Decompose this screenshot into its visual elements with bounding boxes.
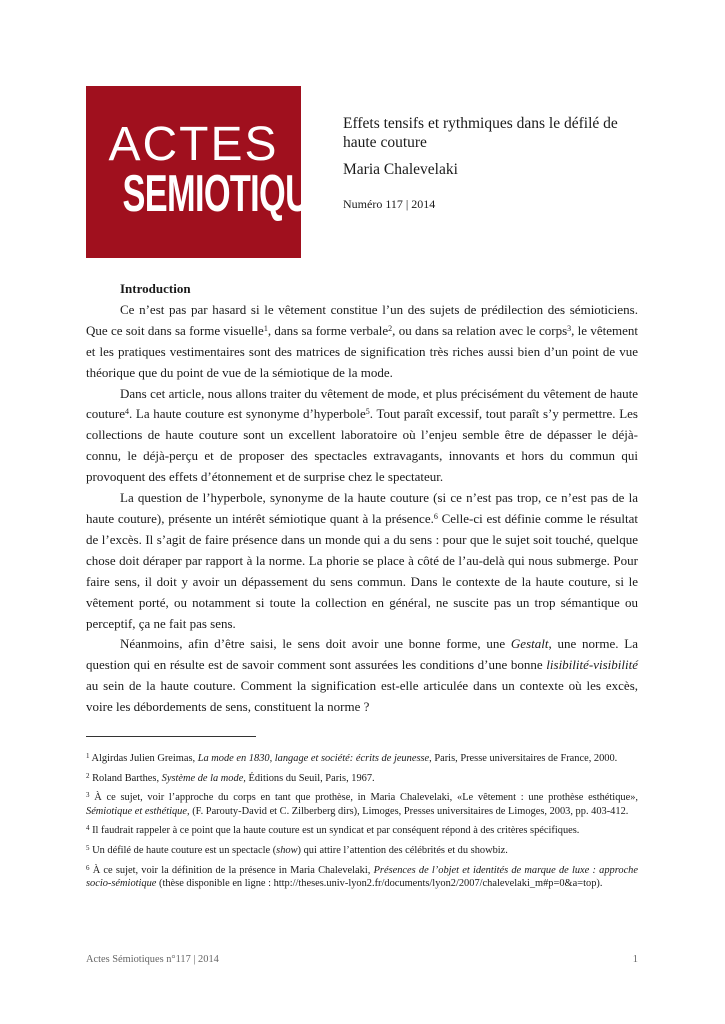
- footnote-number: 1: [86, 752, 90, 760]
- footnote-number: 2: [86, 771, 90, 780]
- journal-logo: [86, 86, 354, 258]
- text: (F. Parouty-David et C. Zilberberg dirs), Limoges, Presses universitaires de Limoges, 2003, pp. 403-412.: [189, 805, 629, 817]
- footnote-number: 4: [86, 824, 90, 833]
- text: , Paris, Presse universitaires de France, 2000.: [429, 753, 618, 764]
- text: La question de l’hyperbole, synonyme de la haute couture (si ce n’est pas trop, ce n’est pas de la haute couture), présente un intérêt sémiotique quant à la présence.: [86, 490, 638, 526]
- text: Dans cet article, nous allons traiter du vêtement de mode, et plus précisément du vêtement de haute couture: [86, 385, 638, 422]
- book-title: Système de la mode,: [161, 772, 246, 784]
- book-title: Sémiotique et esthétique,: [86, 805, 190, 817]
- text: À ce sujet, voir l’approche du corps en tant que prothèse, in Maria Chalevelaki, «Le vêtement : une prothèse esthétique»,: [89, 792, 638, 804]
- text: Algirdas Julien Greimas,: [89, 753, 198, 764]
- term-gestalt: Gestalt: [510, 636, 549, 652]
- paragraph-3: [86, 488, 638, 634]
- article-header: [343, 114, 643, 212]
- text: , ou dans sa relation avec le corps: [392, 322, 568, 338]
- footnote-ref-6[interactable]: 6: [433, 511, 438, 521]
- term-lisibilite: lisibilité-visibilité: [546, 657, 638, 673]
- text: Celle-ci est définie comme le résultat de l’excès. Il s’agit de faire présence dans un monde qui a du sens : pour que le sujet soit touché, quelque chose doit déraper par rapport à la norme. La phorie se place à côté de l’au-delà qui nous submerge. Pour faire sens, il doit y avoir un dépassement du sens commun. Dans le contexte de la haute couture, si le vêtement porté, ou notamment si toute la collection en général, ne suscite pas un trop sémantique ou perceptif, ça ne fait pas sens.: [86, 510, 638, 631]
- footnote-ref-1[interactable]: 1: [263, 323, 268, 333]
- text: Éditions du Seuil, Paris, 1967.: [245, 772, 375, 784]
- footnote-2: [86, 772, 638, 786]
- footnote-ref-4[interactable]: 4: [124, 407, 129, 417]
- footnote-4: [86, 824, 638, 838]
- paragraph-1: [86, 300, 638, 384]
- text: , dans sa forme verbale: [267, 322, 389, 338]
- text: ) qui attire l’attention des célébrités et du showbiz.: [297, 844, 508, 856]
- text: Il faudrait rappeler à ce point que la haute couture est un syndicat et par conséquent répond à des critères spécifiques.: [89, 825, 580, 837]
- text: . Tout paraît excessif, tout paraît s’y permettre. Les collections de haute couture sont un excellent laboratoire où l’enjeu semble être de dépasser le déjà-connu, le déjà-perçu et de proposer des spectacles extravagants, innovants et hors du commun qui provoquent des effets d’étonnement et de surprise chez le spectateur.: [86, 406, 638, 485]
- section-heading: Introduction: [120, 281, 191, 296]
- footnote-ref-2[interactable]: 2: [388, 323, 393, 333]
- logo-word-semiotiques: SEMIOTIQUES: [122, 165, 354, 223]
- footnote-number: 3: [86, 791, 90, 800]
- term-show: show: [276, 844, 298, 856]
- footnotes: [86, 752, 638, 897]
- text: (thèse disponible en ligne : http://theses.univ-lyon2.fr/documents/lyon2/2007/chalevelaki_m#p=0&a=top).: [156, 878, 603, 890]
- text: Un défilé de haute couture est un spectacle (: [89, 844, 277, 856]
- footnote-5: [86, 844, 638, 858]
- article-author: Maria Chalevelaki: [343, 161, 458, 178]
- text: Roland Barthes,: [89, 772, 162, 784]
- text: Ce n’est pas par hasard si le vêtement constitue l’un des sujets de prédilection des sémioticiens. Que ce soit dans sa forme visuelle: [86, 301, 638, 338]
- text: , le vêtement et les pratiques vestimentaires sont des matrices de signification très riches aussi bien d’un point de vue théorique que du point de vue de la sémiotique de la mode.: [86, 322, 638, 380]
- article-title: Effets tensifs et rythmiques dans le défilé de haute couture: [343, 115, 618, 151]
- paragraph-2: [86, 384, 638, 489]
- footnote-ref-5[interactable]: 5: [365, 407, 370, 417]
- paragraph-4: [86, 634, 638, 718]
- text: . La haute couture est synonyme d’hyperbole: [128, 406, 366, 422]
- page-number: 1: [632, 954, 638, 965]
- footnote-number: 5: [86, 843, 90, 852]
- footnote-6: [86, 864, 638, 891]
- text: À ce sujet, voir la définition de la présence in Maria Chalevelaki,: [89, 864, 374, 876]
- footer-journal: Actes Sémiotiques n°117 | 2014: [86, 954, 219, 965]
- book-title: Présences de l’objet et identités de marque de luxe : approche socio-sémiotique: [86, 864, 638, 890]
- footnote-separator: [86, 736, 256, 737]
- text: au sein de la haute couture. Comment la signification est-elle articulée dans un contexte où les excès, voire les débordements de sens, constituent la norme ?: [86, 678, 638, 715]
- article-body: [86, 279, 638, 718]
- footnote-3: [86, 791, 638, 818]
- issue-number: Numéro 117 | 2014: [343, 197, 436, 211]
- page-footer: [86, 954, 638, 965]
- footnote-ref-3[interactable]: 3: [567, 323, 572, 333]
- book-title: La mode en 1830, langage et société: écrits de jeunesse: [197, 753, 430, 764]
- logo-word-actes: ACTES: [108, 118, 279, 171]
- footnote-1: [86, 752, 638, 766]
- text: , une norme. La question qui en résulte est de savoir comment sont assurées les conditions d’une bonne: [86, 636, 638, 673]
- footnote-number: 6: [86, 863, 90, 872]
- text: Néanmoins, afin d’être saisi, le sens doit avoir une bonne forme, une: [120, 636, 511, 652]
